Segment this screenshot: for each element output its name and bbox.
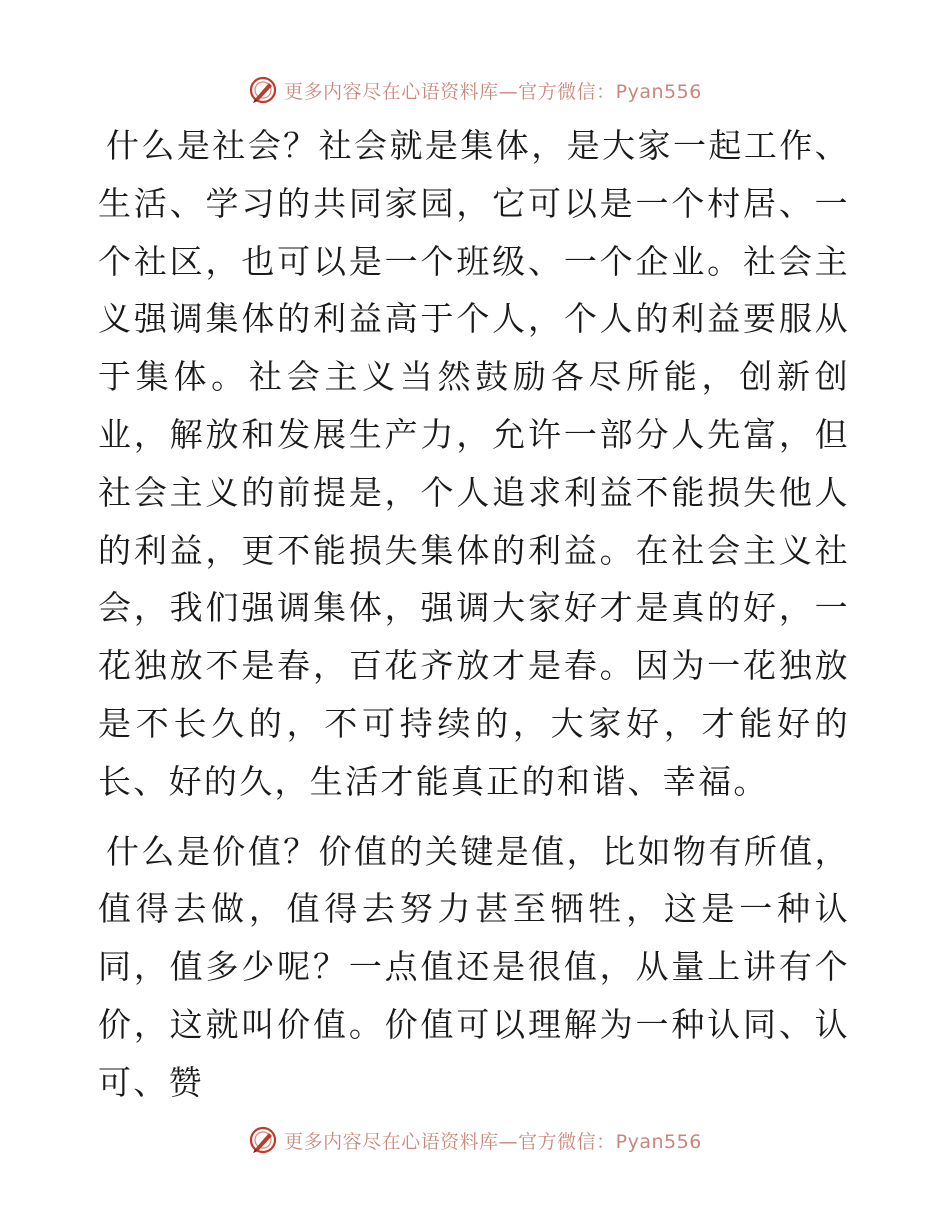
- paragraph-value: 什么是价值？价值的关键是值，比如物有所值，值得去做，值得去努力甚至牺牲，这是一种认同，值多少呢？一点值还是很值，从量上讲有个价，这就叫价值。价值可以理解为一种认同、认可、赞: [98, 831, 850, 1102]
- header-banner-text: 更多内容尽在心语资料库—官方微信：Pyan556: [284, 80, 702, 103]
- footer-banner-text: 更多内容尽在心语资料库—官方微信：Pyan556: [284, 1130, 702, 1153]
- pen-logo-icon: [248, 1125, 278, 1155]
- header-watermark-banner: [0, 70, 950, 110]
- paragraph-society: 什么是社会？社会就是集体，是大家一起工作、生活、学习的共同家园，它可以是一个村居、一个社区，也可以是一个班级、一个企业。社会主义强调集体的利益高于个人，个人的利益要服从于集体。社会主义当然鼓励各尽所能，创新创业，解放和发展生产力，允许一部分人先富，但社会主义的前提是，个人追求利益不能损失他人的利益，更不能损失集体的利益。在社会主义社会，我们强调集体，强调大家好才是真的好，一花独放不是春，百花齐放才是春。因为一花独放是不长久的，不可持续的，大家好，才能好的长、好的久，生活才能真正的和谐、幸福。: [98, 126, 850, 801]
- pen-logo-icon: [248, 75, 278, 105]
- document-body: [98, 117, 850, 1112]
- footer-watermark-banner: [0, 1120, 950, 1160]
